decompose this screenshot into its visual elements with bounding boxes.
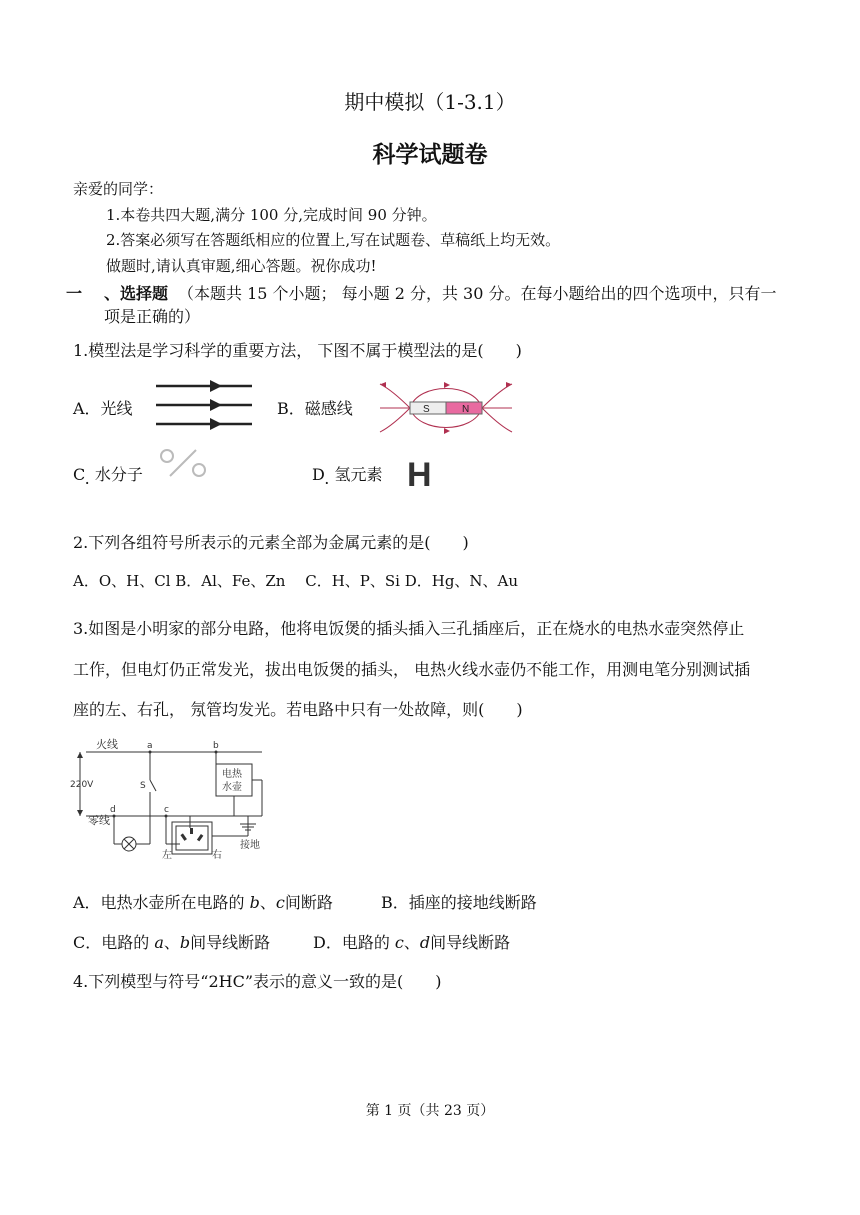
notice-item-1: 1.本卷共四大题,满分 100 分,完成时间 90 分钟。: [106, 206, 437, 224]
section-title: 、选择题: [104, 284, 169, 303]
section-number: 一: [66, 284, 83, 303]
section-description: （本题共 15 个小题； 每小题 2 分，共 30 分。在每小题给出的四个选项中，只有一: [178, 284, 777, 303]
magnetic-field-figure: [378, 378, 514, 438]
page-footer: 第 1 页（共 23 页）: [365, 1103, 495, 1119]
hydrogen-symbol-figure: H: [407, 456, 432, 494]
neutral-wire-label: 零线: [88, 814, 110, 827]
magnet-s-label: S: [423, 404, 430, 415]
section-description-cont: 项是正确的）: [104, 307, 201, 326]
q3-option-c: C．电路的 a、b间导线断路: [73, 933, 271, 952]
q3-stem-line-1: 3.如图是小明家的部分电路，他将电饭煲的插头插入三孔插座后，正在烧水的电热水壶突然停止: [73, 619, 745, 638]
q1-option-b: B．磁感线: [277, 399, 353, 418]
q3-stem-line-2: 工作，但电灯仍正常发光，拔出电饭煲的插头， 电热火线水壶仍不能工作，用测电笔分别测试插: [73, 660, 751, 679]
q3-option-d: D．电路的 c、d间导线断路: [313, 933, 511, 952]
page-subtitle: 科学试题卷: [372, 142, 488, 168]
notice-item-2: 2.答案必须写在答题纸相应的位置上,写在试题卷、草稿纸上均无效。: [106, 231, 561, 249]
q1-option-c-text: 水分子: [89, 465, 143, 484]
q3-stem-line-3: 座的左、右孔， 氖管均发光。若电路中只有一处故障，则( ): [73, 700, 523, 719]
notice-item-3: 做题时,请认真审题,细心答题。祝你成功!: [106, 257, 377, 275]
water-molecule-figure: [158, 447, 208, 479]
q1-option-d-prefix: D: [312, 465, 325, 484]
socket-right-label: 右: [212, 850, 222, 861]
q1-option-a: A．光线: [73, 399, 133, 418]
socket-left-label: 左: [162, 850, 172, 861]
greeting: 亲爱的同学：: [73, 180, 164, 198]
switch-label: S: [140, 781, 146, 791]
kettle-label-1: 电热: [222, 769, 242, 780]
q2-options: A．O、H、Cl B．Al、Fe、Zn C．H、P、Si D．Hg、N、Au: [73, 572, 519, 590]
circuit-diagram: [70, 734, 270, 864]
q3-option-a: A．电热水壶所在电路的 b、c间断路: [73, 893, 333, 912]
live-wire-label: 火线: [96, 738, 118, 751]
q1-option-d: D. 氢元素: [312, 465, 383, 488]
q1-option-c: C. 水分子: [73, 465, 143, 488]
node-c-label: c: [164, 805, 169, 815]
q4-stem: 4.下列模型与符号“2HC”表示的意义一致的是( ): [73, 972, 442, 991]
q3-option-b: B．插座的接地线断路: [381, 893, 537, 912]
magnet-n-label: N: [462, 404, 470, 415]
q2-stem: 2.下列各组符号所表示的元素全部为金属元素的是( ): [73, 533, 469, 552]
voltage-label: 220V: [70, 780, 94, 790]
node-a-label: a: [147, 741, 153, 751]
node-b-label: b: [213, 741, 219, 751]
light-rays-figure: [152, 376, 256, 438]
page-title: 期中模拟（1-3.1）: [344, 90, 516, 114]
q1-option-c-prefix: C: [73, 465, 85, 484]
q1-option-d-text: 氢元素: [329, 465, 383, 484]
q1-stem: 1.模型法是学习科学的重要方法， 下图不属于模型法的是( ): [73, 341, 522, 360]
kettle-label-2: 水壶: [222, 782, 242, 793]
node-d-label: d: [110, 805, 116, 815]
ground-label: 接地: [240, 840, 260, 851]
